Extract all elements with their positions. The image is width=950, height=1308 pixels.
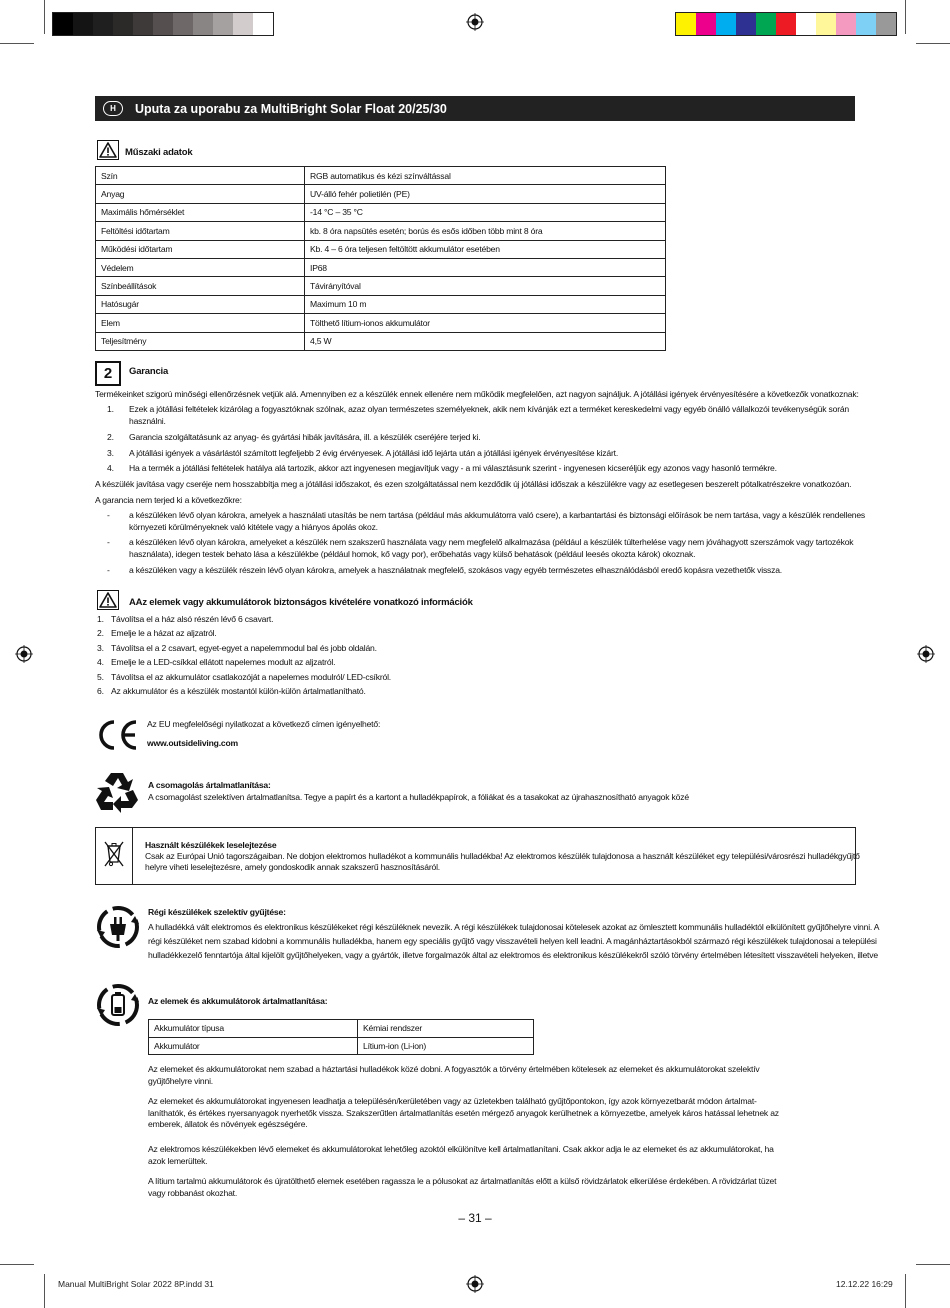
list-text: Garancia szolgáltatásunk az anyag- és gyártási hibák javítására, ill. a készülék cseréjére terjed ki. — [129, 432, 481, 442]
color-swatch — [796, 13, 816, 35]
spec-label: Feltöltési időtartam — [96, 222, 305, 240]
weee-icon-cell — [96, 828, 133, 884]
dash-bullet: - — [107, 537, 110, 547]
spec-value: 4,5 W — [305, 332, 666, 350]
battery-text-line: laníthatók, és értékes nyersanyagok nyerhetők vissza. Szakszerűtlen ártalmatlanítás esetén mérgező anyagok kerülhetnek a környezetbe, amelyek káros hatással lehetnek az — [148, 1107, 779, 1118]
color-swatch — [716, 13, 736, 35]
color-bar — [675, 12, 897, 36]
warranty-intro: Termékeinket szigorú minőségi ellenőrzésnek vetjük alá. Amennyiben ez a készülék ennek ellenére nem működik megfelelően, azt nagyon sajnáljuk. A jótállási igények érvényesítésére a következők vonatkoznak: — [95, 389, 859, 399]
list-text: Az akkumulátor és a készülék mostantól külön-külön ártalmatlanítható. — [111, 686, 366, 696]
spec-label: Teljesítmény — [96, 332, 305, 350]
table-row — [96, 240, 666, 258]
color-swatch — [736, 13, 756, 35]
spec-value: Távirányítóval — [305, 277, 666, 295]
battery-text-line: Az elektromos készülékekben lévő elemeket és akkumulátorokat lehetőleg azoktól elkülönítve kell ártalmatlanítani. Csak akkor adja le az elemeket és az akkumulátorokat, ha — [148, 1144, 774, 1154]
ce-declaration-text: Az EU megfelelőségi nyilatkozat a következő címen igényelhető: — [147, 719, 381, 729]
list-text: használni. — [129, 415, 166, 426]
color-swatch — [153, 13, 173, 35]
spec-value: Kb. 4 – 6 óra teljesen feltöltött akkumulátor esetében — [305, 240, 666, 258]
dash-bullet: - — [107, 510, 110, 520]
table-row — [96, 332, 666, 350]
color-swatch — [233, 13, 253, 35]
spec-value: UV-álló fehér polietilén (PE) — [305, 185, 666, 203]
header-bar — [95, 96, 855, 121]
language-badge: H — [103, 101, 123, 116]
battery-text-line: Az elemeket és akkumulátorokat ingyenesen leadhatja a településén/kerületében vagy az üzletekben található gyűjtőpontokon, így azok környezetbarát módon ártalmat- — [148, 1096, 757, 1106]
selective-text-line: régi készüléket nem szabad kidobni a kommunális hulladékba, hanem egy speciális gyűjtő vagy visszavételi helyen kell leadni. A magánháztartásokból származó régi készülékek tulajdonosai a települési — [148, 936, 877, 946]
list-number: 5. — [97, 671, 104, 682]
packaging-heading: A csomagolás ártalmatlanítása: — [148, 780, 271, 790]
warranty-heading: Garancia — [129, 366, 169, 377]
color-swatch — [876, 13, 896, 35]
weee-heading: Használt készülékek leselejtezése — [145, 840, 277, 850]
warning-icon — [97, 140, 119, 160]
battery-recycling-icon — [95, 982, 141, 1028]
list-number: 3. — [97, 642, 104, 653]
tech-data-heading: Műszaki adatok — [125, 147, 193, 158]
registration-mark-icon — [466, 13, 484, 31]
battery-removal-heading: AAz elemek vagy akkumulátorok biztonságos kivételére vonatkozó információk — [129, 597, 473, 608]
list-text: környezeti körülményeknek való kitétele vagy a hiányos ápolás okoz. — [129, 521, 378, 532]
color-swatch — [193, 13, 213, 35]
spec-label: Működési időtartam — [96, 240, 305, 258]
list-text: Ha a termék a jótállási feltételek hatálya alá tartozik, akkor azt ingyenesen megjavítjuk vagy - a mi választásunk szerint - ingyenesen kicseréljük egy azonos vagy hasonló termékre. — [129, 463, 777, 473]
selective-heading: Régi készülékek szelektív gyűjtése: — [148, 907, 286, 917]
ce-url-link[interactable]: www.outsideliving.com — [147, 738, 238, 748]
color-swatch — [253, 13, 273, 35]
color-swatch — [756, 13, 776, 35]
crop-mark — [44, 0, 45, 34]
list-text: A jótállási igények a vásárlástól számított legfeljebb 2 évig érvényesek. A jótállási idő lejárta után a jótállási igények érvényesítése kizárt. — [129, 448, 619, 458]
table-row — [96, 277, 666, 295]
spec-label: Védelem — [96, 258, 305, 276]
list-number: 2. — [107, 432, 114, 442]
table-row — [96, 314, 666, 332]
spec-label: Színbeállítások — [96, 277, 305, 295]
selective-text-line: A hulladékká vált elektromos és elektronikus készülékeket régi készüléknek nevezik. A régi készülékek tulajdonosai kötelesek azokat az ömlesztett kommunális hulladéktól elkülönített gyűjtőhelyre vinni. A — [148, 922, 880, 932]
color-swatch — [676, 13, 696, 35]
warning-icon — [97, 590, 119, 610]
list-number: 4. — [107, 463, 114, 473]
weee-text-line: helyre viheti leselejtezésre, amely gondoskodik annak szakszerű hasznosításáról. — [145, 862, 440, 872]
list-number: 6. — [97, 686, 104, 696]
battery-paragraph — [148, 1096, 779, 1131]
list-text: Távolítsa el az akkumulátor csatlakozóját a napelemes modulról/ LED-csíkról. — [111, 671, 391, 682]
color-swatch — [856, 13, 876, 35]
crop-mark — [0, 1264, 34, 1265]
color-swatch — [816, 13, 836, 35]
spec-label: Hatósugár — [96, 295, 305, 313]
list-number: 4. — [97, 657, 104, 668]
battery-table-cell: Kémiai rendszer — [358, 1020, 534, 1038]
crop-mark — [905, 1274, 906, 1308]
list-text: a készüléken lévő olyan károkra, amelyek a használati utasítás be nem tartása (például más akkumulátorra való csere), a karbantartási és biztonsági előírások be nem tartása, vagy a készülék rendellenes — [129, 510, 866, 520]
page-title: Uputa za uporabu za MultiBright Solar Float 20/25/30 — [135, 101, 447, 116]
file-slug: Manual MultiBright Solar 2022 8P.indd 31 — [58, 1279, 214, 1289]
color-swatch — [836, 13, 856, 35]
color-swatch — [776, 13, 796, 35]
registration-mark-icon — [917, 645, 935, 663]
battery-paragraph — [148, 1064, 760, 1087]
list-text: Távolítsa el a ház alsó részén lévő 6 csavart. — [111, 614, 274, 624]
battery-text-line: vagy robbanást okozhat. — [148, 1187, 238, 1198]
battery-text-line: A lítium tartalmú akkumulátorok és újratölthető elemek esetében ragassza le a pólusokat az ártalmatlanítás előtt a külső rövidzárlatok elkerülése érdekében. A rövidzárlat tüzet — [148, 1176, 777, 1186]
crossed-bin-icon — [103, 840, 125, 868]
table-row — [96, 167, 666, 185]
crop-mark — [916, 1264, 950, 1265]
battery-table-cell: Lítium-ion (Li-ion) — [358, 1037, 534, 1055]
list-number: 3. — [107, 448, 114, 458]
list-text: használata), idegen testek behato lása a készülékbe (például homok, kő vagy por), erőbehatás vagy külső behatások (például leesés okozta károk) okoznak. — [129, 548, 696, 559]
appliance-recycling-icon — [95, 904, 141, 950]
battery-type-table — [148, 1019, 534, 1055]
list-text: Ezek a jótállási feltételek kizárólag a fogyasztóknak szólnak, azaz olyan természetes személyeknek, akik nem kívánják ezt a terméket kereskedelmi vagy egyéb önálló vállalkozói tevékenységük során — [129, 404, 850, 414]
crop-mark — [905, 0, 906, 34]
date-slug: 12.12.22 16:29 — [836, 1279, 893, 1289]
list-number: 2. — [97, 628, 104, 639]
list-text: Távolítsa el a 2 csavart, egyet-egyet a napelemmodul bal és jobb oldalán. — [111, 642, 377, 653]
warranty-repair-note: A készülék javítása vagy cseréje nem hosszabbítja meg a jótállási időszakot, és ezen szolgáltatással nem kezdődik új jótállási időszak a készülékre vagy az esetlegesen beszerelt pótalkatrészekre vonatkozóan. — [95, 479, 852, 489]
battery-text-line: gyűjtőhelyre vinni. — [148, 1075, 213, 1086]
table-row — [96, 203, 666, 221]
crop-mark — [44, 1274, 45, 1308]
registration-mark-icon — [466, 1275, 484, 1293]
spec-value: Maximum 10 m — [305, 295, 666, 313]
list-text: Emelje le a házat az aljzatról. — [111, 628, 217, 639]
registration-mark-icon — [15, 645, 33, 663]
spec-label: Szín — [96, 167, 305, 185]
gray-color-bar — [52, 12, 274, 36]
color-swatch — [93, 13, 113, 35]
color-swatch — [133, 13, 153, 35]
battery-disposal-heading: Az elemek és akkumulátorok ártalmatlanítása: — [148, 996, 328, 1006]
color-swatch — [696, 13, 716, 35]
color-swatch — [113, 13, 133, 35]
spec-label: Maximális hőmérséklet — [96, 203, 305, 221]
table-row — [96, 258, 666, 276]
crop-mark — [0, 43, 34, 44]
battery-text-line: Az elemeket és akkumulátorokat nem szabad a háztartási hulladékok közé dobni. A fogyasztók a törvény értelmében kötelesek az elemeket és akkumulátorokat szelektív — [148, 1064, 760, 1074]
list-number: 1. — [97, 614, 104, 624]
weee-text-line: Csak az Európai Unió tagországaiban. Ne dobjon elektromos hulladékot a kommunális hulladékba! Az elektromos készülék tulajdonosa a használt készüléket egy települési/városrészi hulladékgyűjtő — [145, 851, 860, 861]
battery-text-line: azok lemerültek. — [148, 1155, 208, 1166]
spec-value: -14 °C – 35 °C — [305, 203, 666, 221]
battery-table-cell: Akkumulátor típusa — [149, 1020, 358, 1038]
battery-paragraph — [148, 1144, 774, 1167]
spec-label: Anyag — [96, 185, 305, 203]
weee-box — [95, 827, 860, 885]
table-row — [149, 1037, 534, 1055]
color-swatch — [53, 13, 73, 35]
color-swatch — [213, 13, 233, 35]
tech-data-table — [95, 166, 666, 351]
battery-table-cell: Akkumulátor — [149, 1037, 358, 1055]
table-row — [96, 185, 666, 203]
section-number-badge: 2 — [95, 361, 121, 386]
spec-value: Tölthető lítium-ionos akkumulátor — [305, 314, 666, 332]
color-swatch — [73, 13, 93, 35]
table-row — [96, 222, 666, 240]
battery-paragraph — [148, 1176, 776, 1199]
selective-text-line: hulladékkezelő fenntartója által kijelölt gyűjtőhelyeken, vagy a gyártók, illetve forgalmazók által az elektromos és elektronikus készülékekről szóló törvény értelmében létesített visszavételi helyeken, illetve — [148, 950, 878, 960]
table-row — [96, 295, 666, 313]
page-number: – 31 – — [458, 1211, 492, 1225]
recycling-icon — [95, 768, 141, 814]
battery-text-line: emberek, állatok és növények egészségére. — [148, 1119, 308, 1130]
list-text: Emelje le a LED-csíkkal ellátott napelemes modult az aljzatról. — [111, 657, 336, 668]
packaging-text: A csomagolást szelektíven ártalmatlanítsa. Tegye a papírt és a kartont a hulladékpapírok, a fóliákat és a tasakokat az újrahasznosítható anyagok közé — [148, 792, 689, 802]
table-row — [149, 1020, 534, 1038]
list-text: a készüléken lévő olyan károkra, amelyeket a készülék nem szakszerű használata vagy nem megfelelő alkalmazása (például a készülék túlterhelése vagy nem jóváhagyott szerszámok vagy tartozékok — [129, 537, 854, 547]
spec-value: IP68 — [305, 258, 666, 276]
warranty-exclusions-heading: A garancia nem terjed ki a következőkre: — [95, 495, 242, 505]
spec-value: RGB automatikus és kézi színváltással — [305, 167, 666, 185]
color-swatch — [173, 13, 193, 35]
dash-bullet: - — [107, 565, 110, 575]
spec-value: kb. 8 óra napsütés esetén; borús és esős időben több mint 8 óra — [305, 222, 666, 240]
list-text: a készüléken vagy a készülék részein lévő olyan károkra, amelyek a használatnak megfelelő, szokásos vagy egyéb természetes elhasználódásból eredő kopásra vezethetők vissza. — [129, 565, 782, 575]
ce-mark-icon — [95, 719, 139, 751]
spec-label: Elem — [96, 314, 305, 332]
list-number: 1. — [107, 404, 114, 414]
crop-mark — [916, 43, 950, 44]
